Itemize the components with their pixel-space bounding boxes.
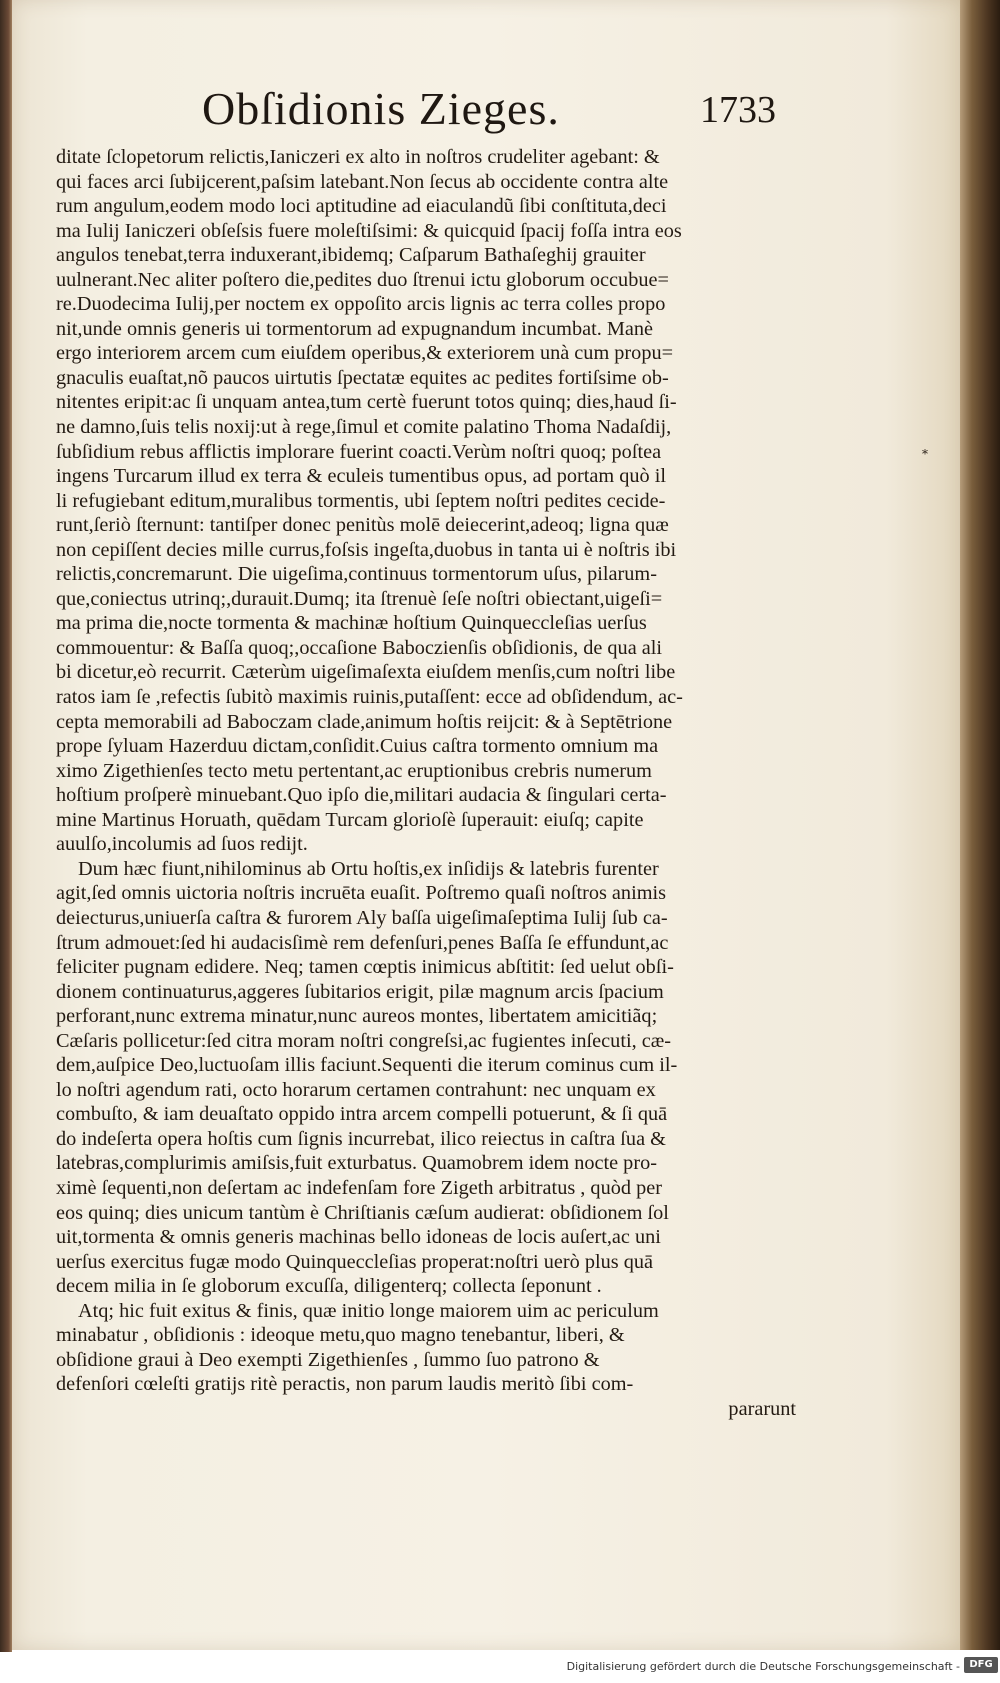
text-line: nit,unde omnis generis ui tormentorum ad expugnandum incumbat. Manè bbox=[56, 317, 654, 340]
text-line: relictis,concremarunt. Die uigeſima,continuus tormentorum uſus, pilarum- bbox=[56, 563, 657, 586]
text-line: ne damno,ſuis telis noxij:ut à rege,ſimul et comite palatino Thoma Nadaſdij, bbox=[56, 416, 672, 439]
text-line: mine Martinus Horuath, quēdam Turcam glorioſè ſuperauit: eiuſq; capite bbox=[56, 808, 644, 831]
text-line: ma prima die,nocte tormenta & machinæ hoſtium Quinqueccleſias uerſus bbox=[56, 612, 647, 635]
book-page bbox=[12, 0, 962, 1650]
text-line: eos quinq; dies unicum tantùm è Chriſtianis cæſum audierat: obſidionem ſol bbox=[56, 1201, 669, 1224]
text-line: runt,ſeriò ſternunt: tantiſper donec penitùs molē deiecerint,adeoq; ligna quæ bbox=[56, 514, 669, 537]
text-line: angulos tenebat,terra induxerant,ibidemq; Caſparum Bathaſeghij grauiter bbox=[56, 244, 646, 267]
text-line: ergo interiorem arcem cum eiuſdem operibus,& exteriorem unà cum propu= bbox=[56, 342, 674, 365]
text-line: qui faces arci ſubijcerent,paſsim latebant.Non ſecus ab occidente contra alte bbox=[56, 170, 669, 193]
text-line: que,coniectus utrinq;,durauit.Dumq; ita ſtrenuè ſeſe noſtri obiectant,uigeſi= bbox=[56, 587, 663, 610]
text-line: do indeſerta opera hoſtis cum ſignis incurrebat, ilico reiectus in caſtra ſua & bbox=[56, 1127, 666, 1150]
text-line: prope ſyluam Hazerduu dictam,conſidit.Cuius caſtra tormento omnium ma bbox=[56, 735, 659, 758]
text-line: minabatur , obſidionis : ideoque metu,quo magno tenebantur, liberi, & bbox=[56, 1324, 625, 1347]
paragraph-3 bbox=[56, 1299, 796, 1422]
text-line: ma Iulij Ianiczeri obſeſsis fuere moleſtiſsimi: & quicquid ſpacij foſſa intra eos bbox=[56, 219, 682, 242]
dfg-logo: DFG bbox=[964, 1657, 998, 1673]
text-line: ratos iam ſe ,refectis ſubitò maximis ruinis,putaſſent: ecce ad obſidendum, ac- bbox=[56, 686, 683, 709]
text-line: ditate ſclopetorum relictis,Ianiczeri ex alto in noſtros crudeliter agebant: & bbox=[56, 146, 660, 168]
text-line: nitentes eripit:ac ſi unquam antea,tum certè fuerunt totos quinq; dies,haud ſi- bbox=[56, 391, 677, 414]
text-line: cepta memorabili ad Baboczam clade,animum hoſtis reijcit: & à Septētrione bbox=[56, 710, 673, 733]
text-line: gnaculis euaſtat,nõ paucos uirtutis ſpectatæ equites ac pedites fortiſsime ob- bbox=[56, 366, 669, 389]
body-text bbox=[56, 145, 796, 1421]
text-line: ſubſidium rebus afflictis implorare fuerint coacti.Verùm noſtri quoq; poſtea bbox=[56, 440, 662, 463]
text-line: uerſus exercitus fugæ modo Quinqueccleſias properat:noſtri uerò plus quā bbox=[56, 1250, 654, 1273]
text-line: bi dicetur,eò recurrit. Cæterùm uigeſimaſexta eiuſdem menſis,cum noſtri libe bbox=[56, 661, 676, 684]
text-line: commouentur: & Baſſa quoq;,occaſione Baboczienſis obſidionis, de qua ali bbox=[56, 636, 663, 659]
text-line: latebras,complurimis amiſsis,fuit exturbatus. Quamobrem idem nocte pro- bbox=[56, 1152, 657, 1175]
text-line: agit,ſed omnis uictoria noſtris incruēta euaſit. Poſtremo quaſi noſtros animis bbox=[56, 882, 667, 905]
text-line: rum angulum,eodem modo loci aptitudine ad eiaculandũ ſibi conſtituta,deci bbox=[56, 195, 667, 218]
text-line: Dum hæc fiunt,nihilominus ab Ortu hoſtis,ex inſidijs & latebris furenter bbox=[78, 857, 659, 880]
text-line: obſidione graui à Deo exempti Zigethienſes , ſummo ſuo patrono & bbox=[56, 1348, 600, 1371]
text-line: re.Duodecima Iulij,per noctem ex oppoſito arcis lignis ac terra colles propo bbox=[56, 293, 666, 316]
text-line: dionem continuaturus,aggeres ſubitarios erigit, pilæ magnum arcis ſpacium bbox=[56, 980, 664, 1003]
footer-credit: Digitalisierung gefördert durch die Deutsche Forschungsgemeinschaft - bbox=[566, 1660, 960, 1673]
binding-edge-right bbox=[960, 0, 1000, 1650]
paragraph-1 bbox=[56, 145, 796, 857]
text-line: decem milia in ſe globorum excuſſa, diligenterq; collecta ſeponunt . bbox=[56, 1275, 602, 1298]
text-line: hoſtium proſperè minuebant.Quo ipſo die,militari audacia & ſingulari certa- bbox=[56, 784, 667, 807]
text-line: uulnerant.Nec aliter poſtero die,pedites duo ſtrenui ictu globorum occubue= bbox=[56, 268, 669, 291]
text-line: ximè ſequenti,non deſertam ac indefenſam fore Zigeth arbitratus , quòd per bbox=[56, 1176, 662, 1199]
text-line: deiecturus,uniuerſa caſtra & furorem Aly baſſa uigeſimaſeptima Iulij ſub ca- bbox=[56, 906, 668, 929]
text-line: non cepiſſent decies mille currus,foſsis ingeſta,duobus in tanta ui è noſtris ibi bbox=[56, 538, 677, 561]
text-line: ingens Turcarum illud ex terra & eculeis tumentibus opus, ad portam quò il bbox=[56, 465, 667, 488]
text-line: ſtrum admouet:ſed hi audacisſimè rem defenſuri,penes Baſſa ſe effundunt,ac bbox=[56, 931, 669, 954]
margin-mark: * bbox=[922, 447, 928, 461]
running-title: Obſidionis Zieges. bbox=[202, 83, 560, 134]
text-line: lo noſtri agendum rati, octo horarum certamen contrahunt: nec unquam ex bbox=[56, 1078, 656, 1101]
text-line: dem,auſpice Deo,luctuoſam illis faciunt.Sequenti die iterum cominus cum il- bbox=[56, 1054, 678, 1077]
text-line: uit,tormenta & omnis generis machinas bello idoneas de locis auſert,ac uni bbox=[56, 1226, 661, 1249]
catchword: pararunt bbox=[728, 1397, 796, 1420]
page-header bbox=[12, 82, 962, 142]
text-line: perforant,nunc extrema minatur,nunc aureos montes, libertatem amicitiãq; bbox=[56, 1005, 658, 1028]
footer-bar bbox=[0, 1652, 1000, 1683]
text-line: combuſto, & iam deuaſtato oppido intra arcem compelli potuerunt, & ſi quā bbox=[56, 1103, 668, 1126]
text-line: li refugiebant editum,muralibus tormentis, ubi ſeptem noſtri pedites cecide- bbox=[56, 489, 666, 512]
text-line: Cæſaris pollicetur:ſed citra moram noſtri congreſsi,ac fugientes inſecuti, cæ- bbox=[56, 1029, 672, 1052]
text-line: defenſori cœleſti gratijs ritè peractis, non parum laudis meritò ſibi com- bbox=[56, 1373, 634, 1396]
paragraph-2 bbox=[56, 857, 796, 1299]
text-line: auulſo,incolumis ad ſuos redijt. bbox=[56, 833, 308, 856]
text-line: Atq; hic fuit exitus & finis, quæ initio longe maiorem uim ac periculum bbox=[78, 1299, 659, 1322]
folio-number: 1733 bbox=[700, 89, 776, 131]
text-line: feliciter pugnam edidere. Neq; tamen cœptis inimicus abſtitit: ſed uelut obſi- bbox=[56, 956, 674, 979]
binding-edge-left bbox=[0, 0, 12, 1652]
text-line: ximo Zigethienſes tecto metu pertentant,ac eruptionibus crebris numerum bbox=[56, 759, 652, 782]
